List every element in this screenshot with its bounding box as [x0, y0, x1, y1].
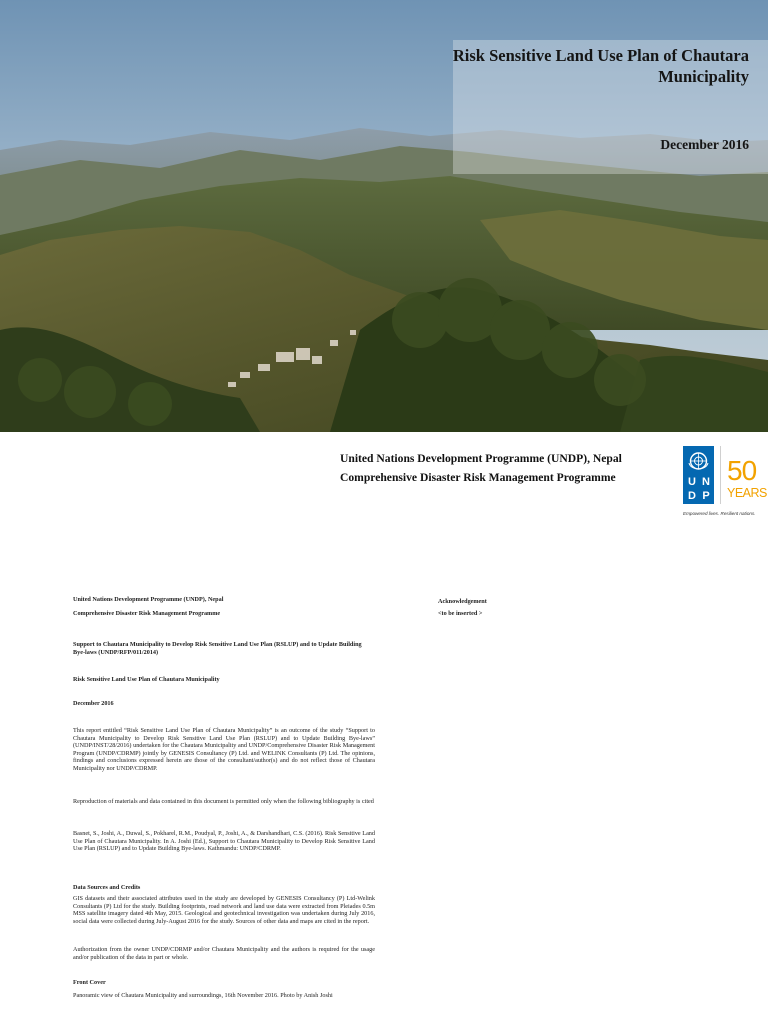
undp-50-years-logo [683, 446, 768, 520]
imprint-org-line2: Comprehensive Disaster Risk Management Programme [73, 610, 221, 617]
imprint-front-cover-text: Panoramic view of Chautara Municipality and surroundings, 16th November 2016. Photo by Anish Joshi [73, 992, 333, 999]
anniversary-word: YEARS [727, 486, 767, 500]
logo-divider [720, 446, 721, 504]
un-emblem-icon [686, 449, 711, 474]
organization-name: United Nations Development Programme (UNDP), Nepal [340, 452, 622, 465]
imprint-org-line1: United Nations Development Programme (UNDP), Nepal [73, 596, 224, 603]
imprint-reproduction: Reproduction of materials and data contained in this document is permitted only when the following bibliography is cited [73, 798, 374, 805]
cover-photo [0, 0, 768, 432]
logo-tagline: Empowered lives. Resilient nations. [683, 511, 756, 516]
undp-letter-d: D [688, 490, 696, 502]
imprint-report-title: Risk Sensitive Land Use Plan of Chautara Municipality [73, 676, 220, 683]
imprint-citation: Basnet, S., Joshi, A., Duwal, S., Pokharel, R.M., Poudyal, P., Joshi, A., & Darshandhari, C.S. (2016). Risk Sensitive Land Use Plan of Chautara Municipality. In A. Joshi (Ed.), Support to Chautara Municipality to Develop Risk Sensitive Land Use Plan (RSLUP) and to Update Building Bye-laws. Kathmandu: UNDP/CDRMP. [73, 830, 375, 853]
undp-logo [683, 446, 714, 504]
imprint-data-text: GIS datasets and their associated attributes used in the study are developed by GENESIS Consultancy (P) Ltd-Welink Consultants (P) Ltd for the study. Building footprints, road network and land use data were extracted from Pleiades 0.5m MSS satellite imagery dated 4th May, 2015. Geological and geotechnical investigation was undertaken during July 2016, social data were collected during July-August 2016 for the study. Sources of other data and maps are cited in the report. [73, 895, 375, 925]
anniversary-number: 50 [727, 455, 757, 486]
imprint-data-heading: Data Sources and Credits [73, 884, 141, 891]
imprint-date: December 2016 [73, 700, 114, 707]
undp-letter-p: P [702, 490, 710, 502]
acknowledgement-placeholder: <to be inserted > [438, 610, 483, 617]
cover-date: December 2016 [660, 137, 749, 152]
imprint-intro: This report entitled “Risk Sensitive Land Use Plan of Chautara Municipality” is an outcome of the study “Support to Chautara Municipality to Develop Risk Sensitive Land Use Plan (RSLUP) and to Update Building Bye-laws” (UNDP/INST/28/2016) undertaken for the Chautara Municipality and UNDP/Comprehensive Disaster Risk Management Program (UNDP/CDRMP) jointly by GENESIS Consultancy (P) Ltd. and WELINK Consultants (P) Ltd. The opinions, findings and conclusions expressed herein are those of the consultant/author(s) and do not reflect those of Chautara Municipality nor UNDP/CDRMP. [73, 727, 375, 772]
undp-letter-n: N [702, 476, 710, 488]
imprint-right-column [438, 596, 638, 620]
imprint-authorization: Authorization from the owner UNDP/CDRMP and/or Chautara Municipality and the authors is required for the usage and/or publication of the data in part or whole. [73, 946, 375, 961]
undp-letter-u: U [688, 476, 696, 488]
cover-title: Risk Sensitive Land Use Plan of Chautara Municipality [452, 46, 749, 86]
programme-name: Comprehensive Disaster Risk Management Programme [340, 471, 616, 484]
imprint-front-cover-heading: Front Cover [73, 979, 106, 986]
acknowledgement-heading: Acknowledgement [438, 598, 487, 605]
organization-block [340, 449, 670, 487]
imprint-project-title: Support to Chautara Municipality to Develop Risk Sensitive Land Use Plan (RSLUP) and to Update Building Bye-laws (UNDP/RFP/011/2014) [73, 641, 362, 656]
